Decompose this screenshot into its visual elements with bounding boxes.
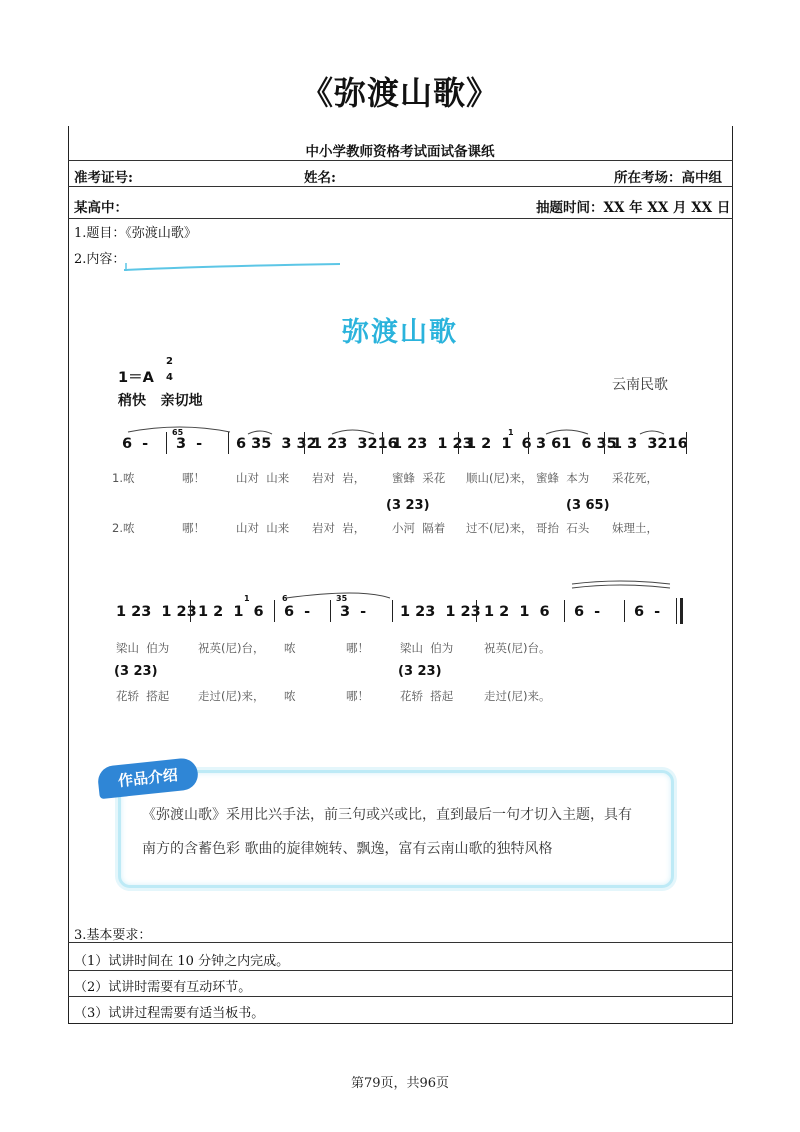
lyric: 哪！ — [346, 689, 369, 703]
slur-marks — [120, 420, 700, 470]
measure-note: 1 2 1 6 — [484, 604, 550, 620]
page-footer: 第79页，共96页 — [350, 1076, 450, 1091]
lyric: 岩对 岩， — [312, 521, 366, 535]
lyric: 哪！ — [182, 471, 205, 485]
lyric: 哥抬 石头 — [536, 521, 590, 535]
measure-note: 1 2 1 6 — [466, 436, 532, 452]
exam-site: 所在考场：高中组 — [614, 170, 722, 186]
measure-note: 1 23 3216 — [312, 436, 398, 452]
grace-note: 65 — [172, 428, 184, 437]
grace-note: 1 — [244, 594, 250, 603]
measure-note: 3 - — [176, 436, 203, 452]
lyric: 小河 隔着 — [392, 521, 446, 535]
lyric: 岩对 岩， — [312, 471, 366, 485]
lyric: 花轿 搭起 — [116, 689, 170, 703]
lyric: 哝 — [284, 641, 296, 655]
measure-note: 1 23 1 23 — [116, 604, 197, 620]
lyric: 妹理土， — [612, 521, 658, 535]
divider — [68, 970, 733, 971]
lyric: 祝英(尼)台， — [198, 641, 265, 655]
lyric: 哪！ — [346, 641, 369, 655]
school-label: 某高中： — [74, 200, 128, 216]
lyric: 哪！ — [182, 521, 205, 535]
lyric: 顺山(尼)来， — [466, 471, 533, 485]
requirement-item: （2）试讲时需要有互动环节。 — [74, 980, 252, 995]
lyric: 蜜蜂 采花 — [392, 471, 446, 485]
lyric: 蜜蜂 本为 — [536, 471, 590, 485]
lyric: 2.哝 — [112, 521, 135, 535]
alt-notes: (3 23) — [398, 664, 442, 679]
requirements-title: 3.基本要求： — [74, 928, 152, 943]
lyric: 过不(尼)来， — [466, 521, 533, 535]
key-signature: 1＝A — [118, 370, 154, 386]
lyric: 走过(尼)来。 — [484, 689, 551, 703]
highlight-stroke-icon — [120, 260, 350, 274]
measure-note: 6 - — [634, 604, 661, 620]
divider — [68, 942, 733, 943]
divider — [68, 186, 733, 187]
divider — [68, 160, 733, 161]
measure-note: 1 2 1 6 — [198, 604, 264, 620]
divider — [68, 218, 733, 219]
alt-notes: (3 23) — [386, 498, 430, 513]
measure-note: 1 3 3216 — [612, 436, 688, 452]
grace-note: 6 — [282, 594, 288, 603]
lyric: 采花死， — [612, 471, 658, 485]
measure-note: 6 35 3 32 — [236, 436, 317, 452]
measure-note: 1 23 1 23 — [400, 604, 481, 620]
alt-notes: (3 23) — [114, 664, 158, 679]
measure-note: 6 - — [122, 436, 149, 452]
measure-note: 1 23 1 23 — [392, 436, 473, 452]
draw-time: 抽题时间：XX 年 XX 月 XX 日 — [536, 200, 731, 216]
measure-note: 6 - — [284, 604, 311, 620]
song-origin: 云南民歌 — [612, 377, 668, 393]
intro-line: 南方的含蓄色彩 歌曲的旋律婉转、飘逸，富有云南山歌的独特风格 — [142, 841, 553, 857]
requirement-item: （3）试讲过程需要有适当板书。 — [74, 1006, 265, 1021]
grace-note: 35 — [336, 594, 348, 603]
lyric: 哝 — [284, 689, 296, 703]
measure-note: 3 61 6 35 — [536, 436, 617, 452]
intro-line: 《弥渡山歌》采用比兴手法，前三句或兴或比，直到最后一句才切入主题，具有 — [142, 807, 632, 823]
lyric: 梁山 伯为 — [400, 641, 454, 655]
lyric: 1.哝 — [112, 471, 135, 485]
form-header: 中小学教师资格考试面试备课纸 — [305, 144, 495, 160]
content-label: 2.内容： — [74, 252, 126, 267]
grace-note: 1 — [508, 428, 514, 437]
time-sig-bottom: 4 — [166, 372, 173, 383]
tempo-marking: 稍快 亲切地 — [118, 393, 203, 409]
slur-marks — [110, 576, 690, 606]
exam-id-label: 准考证号: — [74, 170, 133, 186]
topic-line: 1.题目：《弥渡山歌》 — [74, 226, 197, 241]
divider — [68, 996, 733, 997]
alt-notes: (3 65) — [566, 498, 610, 513]
lyric: 山对 山来 — [236, 521, 290, 535]
lyric: 山对 山来 — [236, 471, 290, 485]
time-sig-top: 2 — [166, 356, 173, 367]
document-title: 《弥渡山歌》 — [300, 74, 499, 112]
requirement-item: （1）试讲时间在 10 分钟之内完成。 — [74, 954, 290, 969]
lyric: 祝英(尼)台。 — [484, 641, 551, 655]
lyric: 梁山 伯为 — [116, 641, 170, 655]
measure-note: 3 - — [340, 604, 367, 620]
intro-box — [118, 770, 674, 888]
song-title: 弥渡山歌 — [342, 317, 458, 348]
lyric: 花轿 搭起 — [400, 689, 454, 703]
name-label: 姓名: — [304, 170, 336, 186]
intro-badge: 作品介绍 — [97, 757, 200, 799]
measure-note: 6 - — [574, 604, 601, 620]
lyric: 走过(尼)来， — [198, 689, 265, 703]
